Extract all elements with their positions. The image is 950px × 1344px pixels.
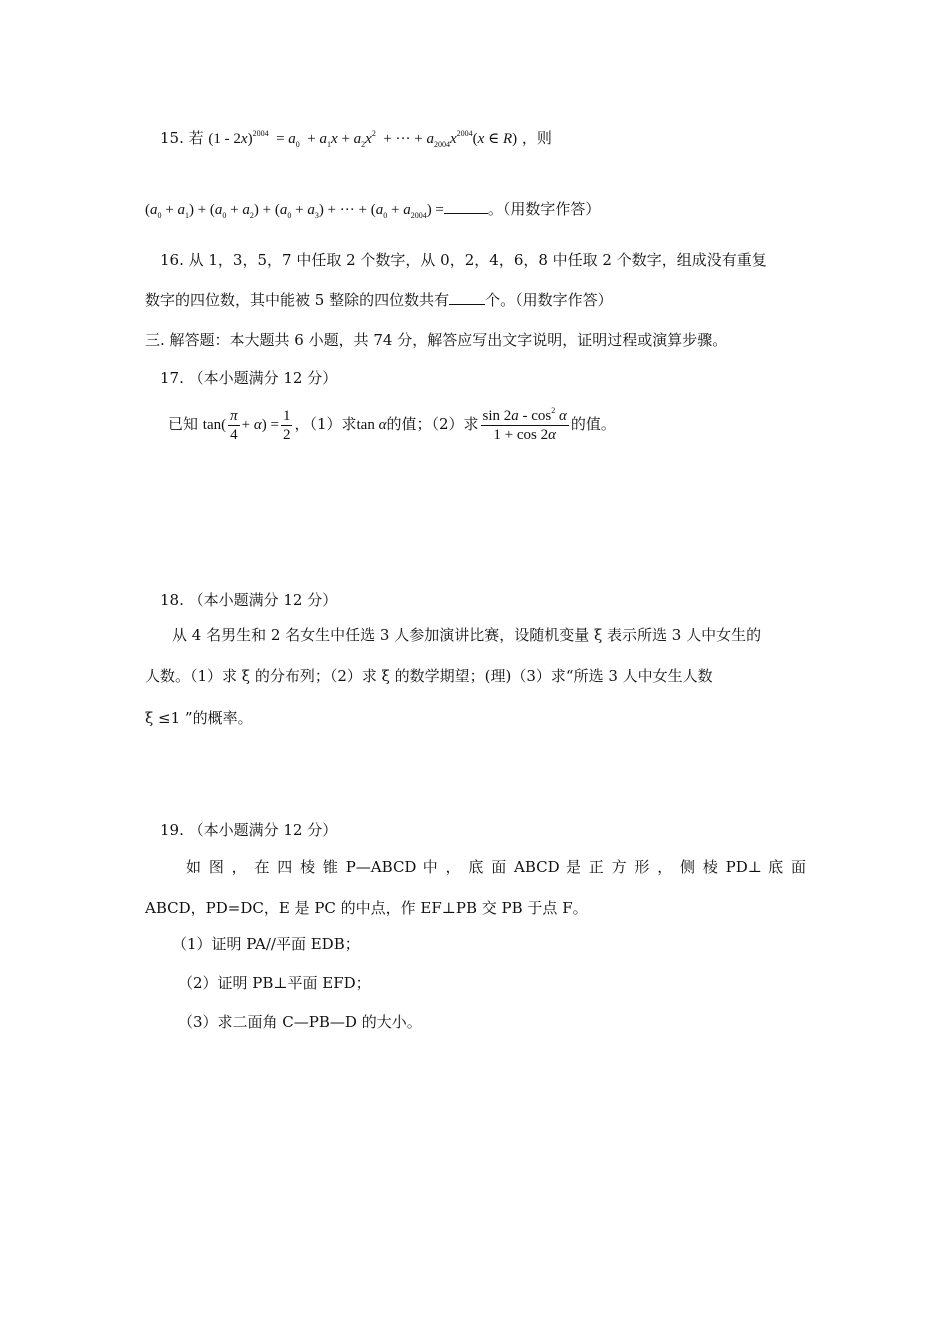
q19-line2: ABCD，PD=DC，E 是 PC 的中点，作 EF⊥PB 交 PB 于点 F。 <box>145 899 588 917</box>
q16-answer-blank <box>449 291 485 305</box>
q18-line2: 人数。（1）求 ξ 的分布列；（2）求 ξ 的数学期望；(理)（3）求“所选 3 人中女生人数 <box>145 667 713 685</box>
q16-line2 <box>145 290 613 310</box>
q15-suffix: 。（用数字作答） <box>487 200 601 218</box>
q18-line1: 从 4 名男生和 2 名女生中任选 3 人参加演讲比赛，设随机变量 ξ 表示所选 3 人中女生的 <box>172 626 762 644</box>
q17-end: 的值。 <box>570 415 616 433</box>
q16-line2-pre: 数字的四位数，其中能被 5 整除的四位数共有 <box>145 291 450 309</box>
q17-target-fraction: $\frac{\sin 2a - \cos^2 \alpha}{1 + \cos 2\alpha}$ <box>482 405 567 443</box>
q17-tan-alpha: tan α <box>356 417 387 433</box>
q17-one-half: $\frac{1}{2}$ <box>282 407 291 443</box>
q18-line3: ξ ≤1 ”的概率。 <box>145 709 253 727</box>
q15-answer-blank <box>444 200 488 214</box>
q19-item3: （3）求二面角 C—PB—D 的大小。 <box>178 1013 422 1031</box>
q18-title: 18. （本小题满分 12 分） <box>160 591 338 609</box>
q19-title: 19. （本小题满分 12 分） <box>160 821 338 839</box>
q15-lead: 15. 若 <box>160 129 204 147</box>
q17-part1-end: 的值；（2）求 <box>386 415 479 433</box>
q17-title: 17. （本小题满分 12 分） <box>160 369 338 387</box>
q17-pi-over-4: $\frac{\pi}{4}$ <box>230 407 238 443</box>
q19-item1: （1）证明 PA//平面 EDB； <box>172 935 360 953</box>
q19-item2: （2）证明 PB⊥平面 EFD； <box>178 974 371 992</box>
q17-plus-alpha: + α) = <box>241 417 279 433</box>
q19-line1: 如 图 ， 在 四 棱 锥 P—ABCD 中 ， 底 面 ABCD 是 正 方 形 ， 侧 棱 PD⊥ 底 面 <box>186 858 806 876</box>
section3-heading: 三. 解答题：本大题共 6 小题，共 74 分，解答应写出文字说明，证明过程或演算步骤。 <box>145 331 728 349</box>
q17-part1: ，（1）求 <box>294 415 357 433</box>
q15-then: ，则 <box>521 129 552 147</box>
q15-line1 <box>160 128 552 149</box>
q15-line2 <box>145 199 600 220</box>
q15-sum-expression: $(a_0 + a_1) + (a_0 + a_2) + (a_0 + a_3)$ + ··· + $(a_0 + a_{2004})$ = <box>145 202 444 220</box>
q16-line1: 16. 从 1，3，5，7 中任取 2 个数字，从 0，2，4，6，8 中任取 2 个数字，组成没有重复 <box>160 251 767 269</box>
q17-body <box>168 404 616 445</box>
q17-known: 已知 <box>168 415 199 433</box>
q16-line2-post: 个。（用数字作答） <box>485 291 613 309</box>
q17-tan-open: tan( <box>202 417 227 433</box>
q15-equation: $(1 - 2x)^{2004} = a_0 + a_1x + a_2x^2$ + ··· + $a_{2004}x^{2004}(x$ ∈ R) <box>208 129 518 149</box>
